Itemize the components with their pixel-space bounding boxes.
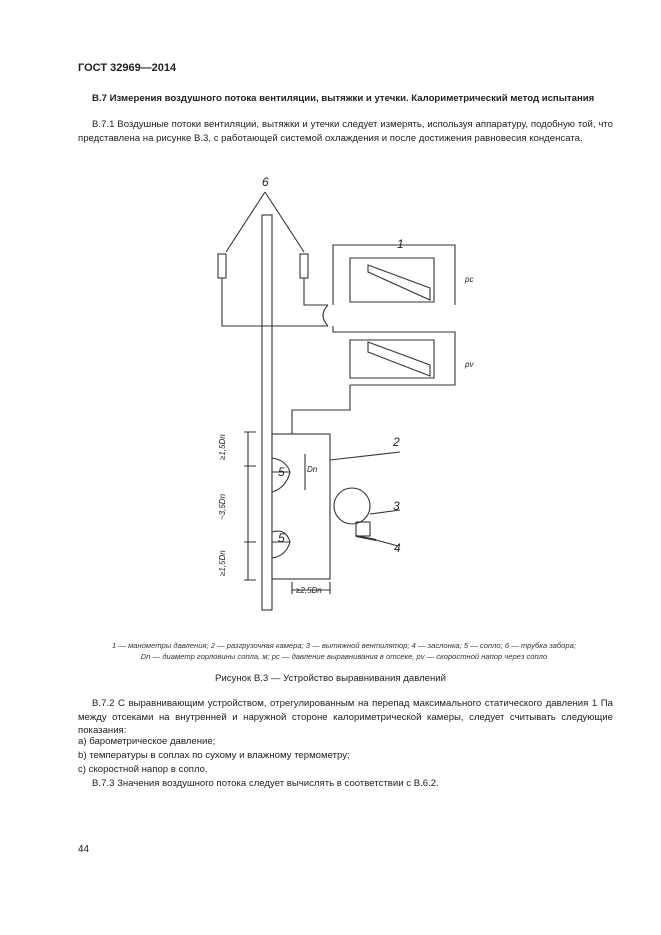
label-pc: pc (465, 275, 474, 284)
figure-title: Рисунок В.3 — Устройство выравнивания давлений (214, 673, 447, 684)
standard-header: ГОСТ 32969—2014 (78, 62, 177, 74)
label-1: 1 (397, 237, 404, 251)
figure-legend (74, 640, 614, 662)
label-5a: 5 (278, 465, 285, 479)
sensor-right (300, 254, 308, 278)
chamber-wall (262, 215, 272, 610)
tube-right (304, 278, 328, 305)
section-title: В.7 Измерения воздушного потока вентиляции, вытяжки и утечки. Калориметрический метод испытания (92, 93, 595, 104)
label-4: 4 (394, 541, 401, 555)
legend-line-1: 1 — манометры давления; 2 — разгрузочная камера; 3 — вытяжной вентилятор; 4 — заслонка; 5 — сопло; 6 — трубка забора; (112, 641, 576, 650)
damper-body (356, 522, 370, 536)
legend-line-2: Dn — диаметр горловины сопла, м; pc — давление выравнивания в отсеке, pv — скоростной напор через сопло (140, 652, 548, 661)
paragraph-b71: В.7.1 Воздушные потоки вентиляции, вытяжки и утечки следует измерять, используя аппаратуру, подобную той, что представлена на рисунке В.3, с работающей системой охлаждения и после достижения равновесия конденсата. (78, 119, 613, 144)
leader-2 (330, 452, 400, 460)
label-2: 2 (393, 435, 400, 449)
tube-crossover (323, 305, 328, 326)
paragraph-b73: В.7.3 Значения воздушного потока следует вычислять в соответствии с В.6.2. (92, 778, 439, 789)
label-dim-mid: ~3,5Dn (218, 493, 227, 520)
label-5b: 5 (278, 531, 285, 545)
sensor-left (218, 254, 226, 278)
pressure-equalizing-diagram (0, 170, 661, 620)
leader-6a (226, 192, 265, 252)
tube-to-chamber (292, 385, 350, 434)
label-pv: pv (465, 360, 474, 369)
list-item-b: b) температуры в соплах по сухому и влажному термометру; (78, 750, 350, 761)
list-item-a: а) барометрическое давление; (78, 736, 216, 747)
manometer-upper-gauge (368, 265, 430, 300)
label-dim-bottom: ≥2,5Dn (296, 586, 322, 595)
manometer-lower-gauge (368, 342, 430, 376)
page-number: 44 (78, 844, 90, 855)
label-dim-top: ≥1,5Dn (218, 434, 227, 460)
label-dim-bot: ≥1,5Dn (218, 550, 227, 576)
exhaust-fan (334, 488, 370, 524)
label-3: 3 (393, 499, 400, 513)
damper-blade (356, 536, 376, 540)
tube-left (222, 278, 328, 326)
dim-ticks (244, 432, 256, 580)
label-dn: Dn (307, 465, 318, 474)
paragraph-b72: В.7.2 С выравнивающим устройством, отрегулированным на перепад максимального статического давления 1 Па между отсеками на внутренней и наружной стороне калориметрической камеры, следует считывать следующие показания: (78, 698, 613, 736)
list-item-c: с) скоростной напор в сопло. (78, 764, 208, 775)
label-6: 6 (262, 175, 269, 189)
discharge-chamber (272, 434, 330, 579)
